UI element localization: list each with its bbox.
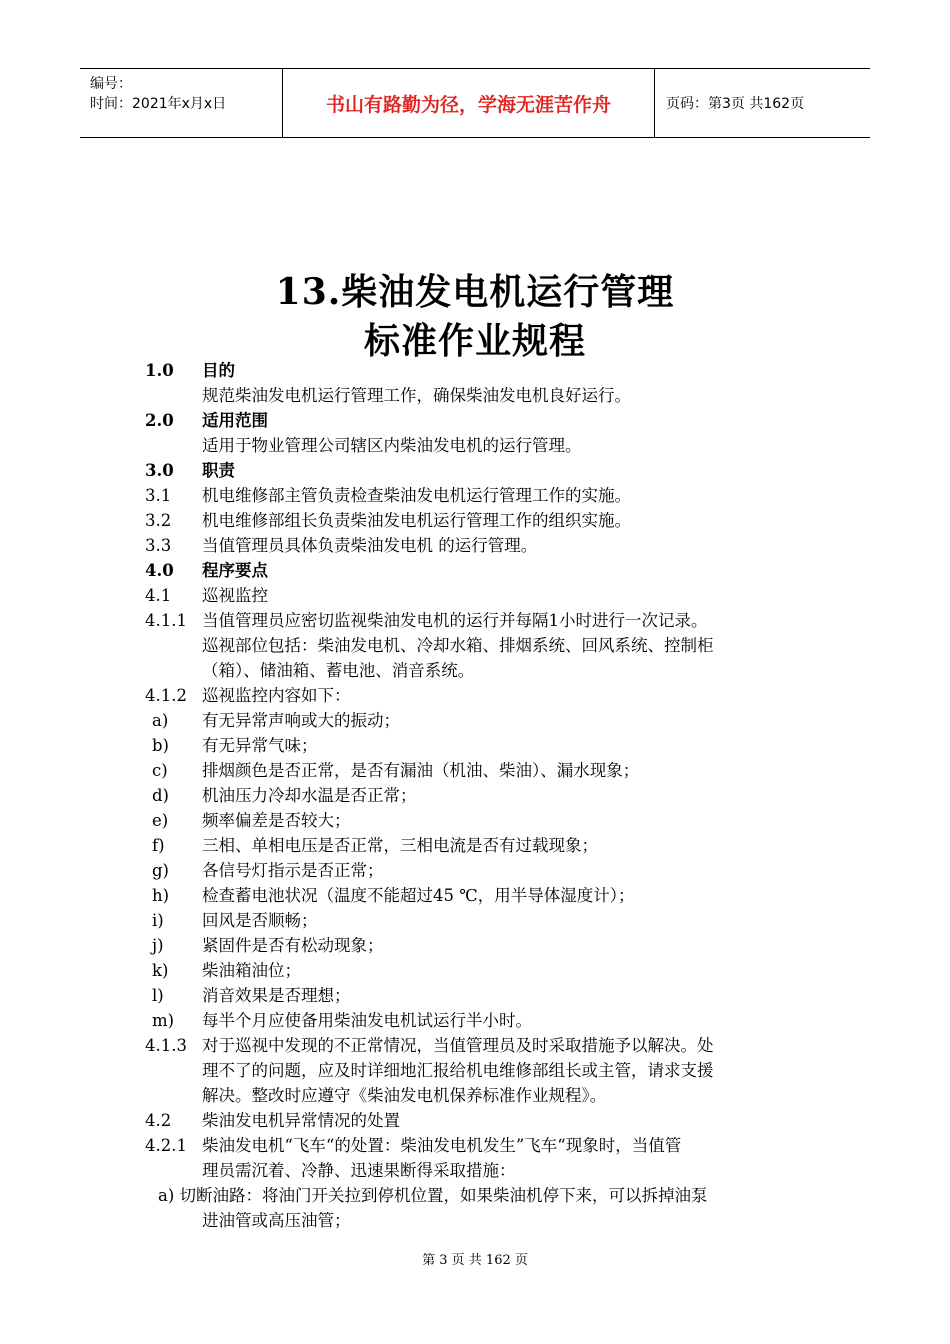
- list-item-label: g): [152, 861, 169, 880]
- list-item: 消音效果是否理想；: [202, 986, 351, 1005]
- paragraph: 适用于物业管理公司辖区内柴油发电机的运行管理。: [202, 436, 582, 455]
- paragraph: 理员需沉着、冷静、迅速果断得采取措施：: [202, 1161, 516, 1180]
- header-meta-cell: [80, 69, 283, 137]
- section-number: 2.0: [145, 411, 174, 430]
- document-title-line2: 标准作业规程: [363, 320, 586, 362]
- clause-number: 4.1.2: [145, 686, 187, 705]
- clause-number: 3.1: [145, 486, 172, 505]
- paragraph: 规范柴油发电机运行管理工作，确保柴油发电机良好运行。: [202, 386, 631, 405]
- section-heading: 职责: [202, 461, 235, 480]
- page-footer: 第 3 页 共 162 页: [422, 1253, 528, 1268]
- paragraph: 解决。整改时应遵守《柴油发电机保养标准作业规程》。: [202, 1086, 607, 1105]
- list-item-label: j): [152, 936, 164, 955]
- header-motto-cell: [283, 69, 655, 137]
- clause-number: 3.2: [145, 511, 172, 530]
- section-heading: 目的: [202, 361, 235, 380]
- list-item: 有无异常声响或大的振动；: [202, 711, 400, 730]
- list-item: 频率偏差是否较大；: [202, 811, 351, 830]
- section-number: 1.0: [145, 361, 174, 380]
- list-item-label: k): [152, 961, 169, 980]
- paragraph: a) 切断油路：将油门开关拉到停机位置，如果柴油机停下来，可以拆掉油泵: [158, 1186, 708, 1205]
- list-item: 柴油箱油位；: [202, 961, 301, 980]
- list-item: 排烟颜色是否正常，是否有漏油（机油、柴油）、漏水现象；: [202, 761, 640, 780]
- list-item: 各信号灯指示是否正常；: [202, 861, 384, 880]
- clause-number: 4.2.1: [145, 1136, 187, 1155]
- page-info: 页码：第3页 共162页: [666, 96, 805, 112]
- clause-number: 4.1.3: [145, 1036, 187, 1055]
- list-item-label: e): [152, 811, 169, 830]
- section-number: 4.0: [145, 561, 174, 580]
- page-header: [80, 68, 870, 138]
- list-item: 检查蓄电池状况（温度不能超过45 ℃，用半导体湿度计）；: [202, 886, 635, 905]
- list-item: 机油压力冷却水温是否正常；: [202, 786, 417, 805]
- section-heading: 适用范围: [202, 411, 268, 430]
- list-item-label: f): [152, 836, 165, 855]
- motto: 书山有路勤为径，学海无涯苦作舟: [325, 93, 611, 116]
- paragraph: 巡视监控: [202, 586, 268, 605]
- clause-number: 4.1: [145, 586, 172, 605]
- paragraph: 理不了的问题，应及时详细地汇报给机电维修部组长或主管，请求支援: [202, 1061, 714, 1080]
- paragraph: 当值管理员应密切监视柴油发电机的运行并每隔1小时进行一次记录。: [202, 611, 708, 630]
- paragraph: 进油管或高压油管；: [202, 1211, 351, 1230]
- list-item: 紧固件是否有松动现象；: [202, 936, 384, 955]
- paragraph: 机电维修部组长负责柴油发电机运行管理工作的组织实施。: [202, 511, 631, 530]
- paragraph: 巡视监控内容如下：: [202, 686, 351, 705]
- section-heading: 程序要点: [202, 561, 268, 580]
- list-item-label: l): [152, 986, 164, 1005]
- list-item: 三相、单相电压是否正常，三相电流是否有过载现象；: [202, 836, 598, 855]
- list-item-label: h): [152, 886, 170, 905]
- clause-number: 4.2: [145, 1111, 172, 1130]
- list-item-label: d): [152, 786, 169, 805]
- paragraph: 柴油发电机异常情况的处置: [202, 1111, 400, 1130]
- paragraph: （箱）、储油箱、蓄电池、消音系统。: [202, 661, 475, 680]
- list-item-label: a): [152, 711, 169, 730]
- clause-number: 4.1.1: [145, 611, 187, 630]
- section-number: 3.0: [145, 461, 174, 480]
- paragraph: 机电维修部主管负责检查柴油发电机运行管理工作的实施。: [202, 486, 631, 505]
- list-item: 回风是否顺畅；: [202, 911, 318, 930]
- paragraph: 当值管理员具体负责柴油发电机 的运行管理。: [202, 536, 538, 555]
- clause-number: 3.3: [145, 536, 172, 555]
- paragraph: 巡视部位包括：柴油发电机、冷却水箱、排烟系统、回风系统、控制柜: [202, 636, 714, 655]
- list-item-label: b): [152, 736, 169, 755]
- list-item-label: c): [152, 761, 168, 780]
- paragraph: 柴油发电机“飞车“的处置：柴油发电机发生”飞车“现象时，当值管: [202, 1136, 682, 1155]
- list-item-label: i): [152, 911, 164, 930]
- time-label: 时间：2021年x月x日: [90, 96, 227, 112]
- list-item: 有无异常气味；: [202, 736, 318, 755]
- list-item: 每半个月应使备用柴油发电机试运行半小时。: [202, 1011, 532, 1030]
- code-label: 编号：: [90, 76, 132, 92]
- list-item-label: m): [152, 1011, 175, 1030]
- document-title-line1: 13.柴油发电机运行管理: [275, 271, 675, 313]
- paragraph: 对于巡视中发现的不正常情况，当值管理员及时采取措施予以解决。处: [202, 1036, 714, 1055]
